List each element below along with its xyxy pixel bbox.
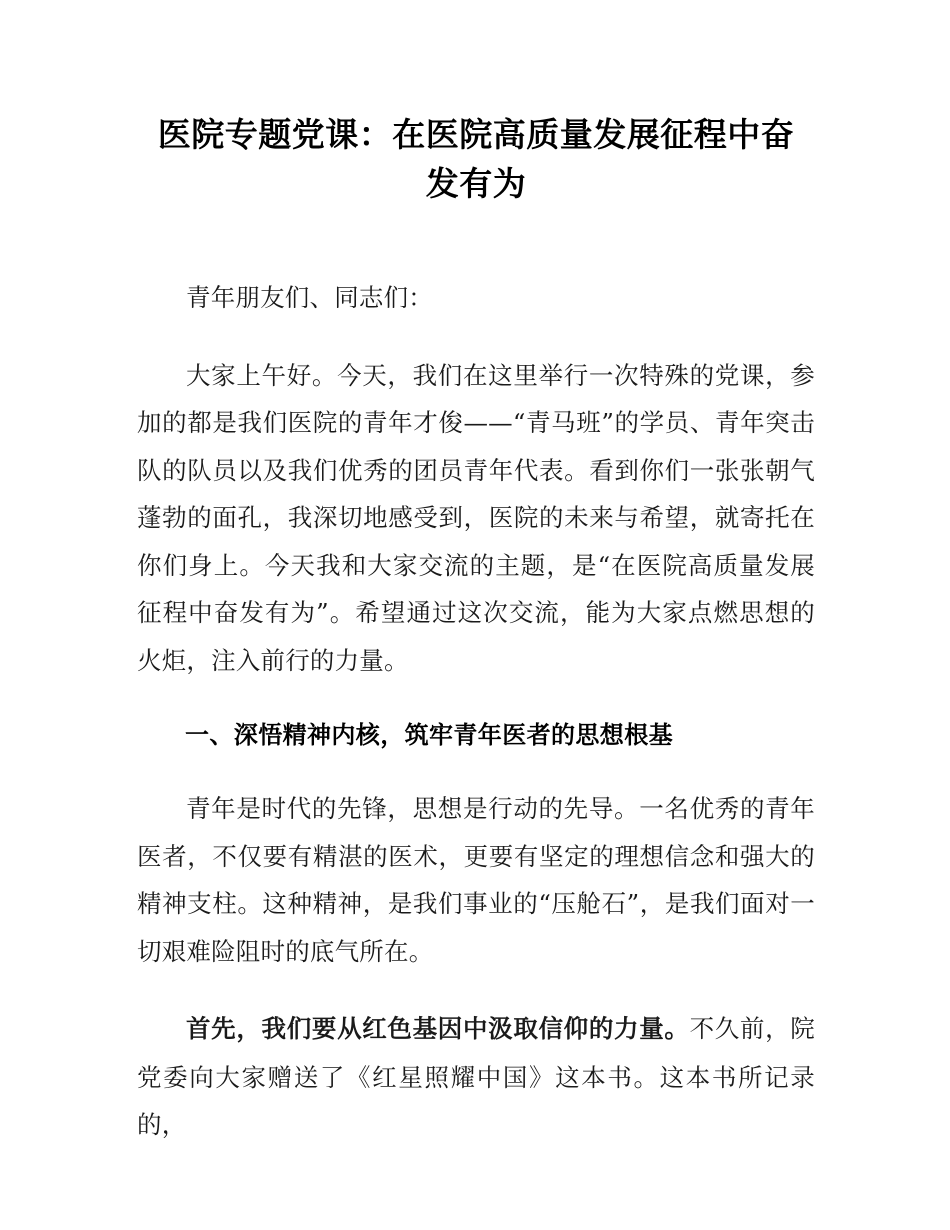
- heading-top-spacer: [137, 684, 815, 714]
- paragraph-section1-1: 青年是时代的先锋，思想是行动的先导。一名优秀的青年医者，不仅要有精湛的医术，更要有坚定的理想信念和强大的精神支柱。这种精神，是我们事业的“压舱石”，是我们面对一切艰难险阻时的底气所在。: [137, 794, 815, 966]
- sub-point-rest-text: 不久前，院党委向大家赠送了《红星照耀中国》这本书。这本书所记录的，: [137, 1014, 816, 1139]
- page-title-line-2: 发有为: [425, 167, 527, 203]
- salutation-spacer: [137, 322, 815, 352]
- document-body: [137, 0, 815, 1149]
- page-title: [137, 0, 815, 210]
- section-heading-one: 一、深悟精神内核，筑牢青年医者的思想根基: [185, 722, 673, 749]
- paragraph-spacer: [137, 975, 815, 1005]
- paragraph-opening: 大家上午好。今天，我们在这里举行一次特殊的党课，参加的都是我们医院的青年才俊——“青马班”的学员、青年突击队的队员以及我们优秀的团员青年代表。看到你们一张张朝气蓬勃的面孔，我深切地感受到，医院的未来与希望，就寄托在你们身上。今天我和大家交流的主题，是“在医院高质量发展征程中奋发有为”。希望通过这次交流，能为大家点燃思想的火炬，注入前行的力量。: [137, 360, 815, 675]
- title-body-spacer: [137, 210, 815, 274]
- sub-point-lead-bold: 首先，我们要从红色基因中汲取信仰的力量。: [186, 1016, 690, 1043]
- paragraph-section1-sub1: [137, 1005, 815, 1149]
- page-title-line-1: 医院专题党课：在医院高质量发展征程中奋: [157, 118, 795, 154]
- heading-bottom-spacer: [137, 758, 815, 785]
- salutation-line: 青年朋友们、同志们：: [186, 283, 433, 312]
